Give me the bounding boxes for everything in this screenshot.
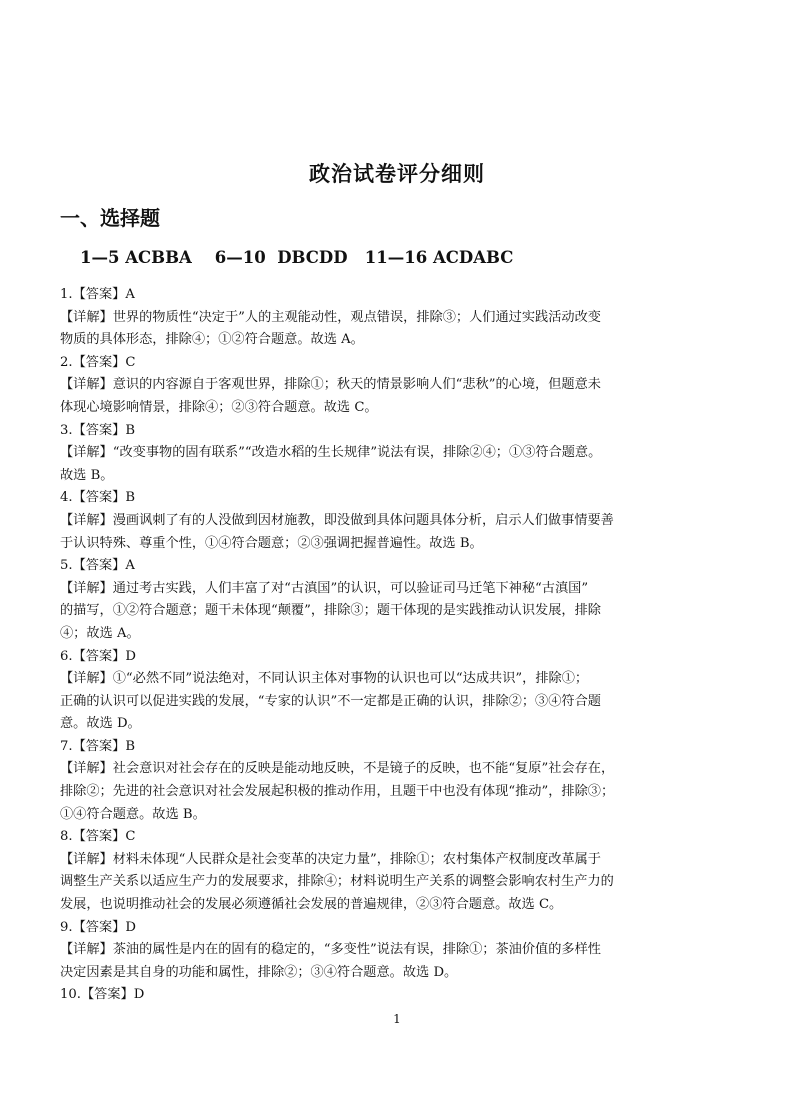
answer-explanations [60, 284, 736, 1007]
text-line: 【详解】①“必然不同”说法绝对，不同认识主体对事物的认识也可以“达成共识”，排除①； [60, 671, 589, 687]
text-line: 物质的具体形态，排除④；①②符合题意。故选 A。 [60, 332, 364, 348]
text-line: 【详解】世界的物质性“决定于”人的主观能动性，观点错误，排除③；人们通过实践活动改变 [60, 309, 601, 325]
text-line: 发展，也说明推动社会的发展必须遵循社会发展的普遍规律，②③符合题意。故选 C。 [60, 897, 563, 913]
section-heading: 一、选择题 [60, 206, 160, 230]
text-line: 【详解】“改变事物的固有联系”“改造水稻的生长规律”说法有误，排除②④；①③符合题意。 [60, 445, 602, 461]
text-line: 7.【答案】B [60, 738, 136, 754]
text-line: ④；故选 A。 [60, 625, 140, 641]
text-line: 体现心境影响情景，排除④；②③符合题意。故选 C。 [60, 399, 378, 415]
text-line: 调整生产关系以适应生产力的发展要求，排除④；材料说明生产关系的调整会影响农村生产力的 [60, 874, 614, 890]
text-line: 9.【答案】D [60, 919, 136, 935]
text-line: 【详解】茶油的属性是内在的固有的稳定的，“多变性”说法有误，排除①；茶油价值的多样性 [60, 942, 601, 958]
text-line: 【详解】材料未体现“人民群众是社会变革的决定力量”，排除①；农村集体产权制度改革属于 [60, 851, 601, 867]
text-line: 【详解】社会意识对社会存在的反映是能动地反映，不是镜子的反映，也不能“复原”社会存在， [60, 761, 615, 777]
text-line: 【详解】意识的内容源自于客观世界，排除①；秋天的情景影响人们“悲秋”的心境，但题意未 [60, 377, 601, 393]
answer-key: 1—5 ACBBA 6—10 DBCDD 11—16 ACDABC [80, 248, 514, 267]
text-line: 【详解】漫画讽刺了有的人没做到因材施教，即没做到具体问题具体分析，启示人们做事情要善 [60, 512, 614, 528]
text-line: 排除②；先进的社会意识对社会发展起积极的推动作用，且题干中也没有体现“推动”，排除③； [60, 784, 615, 800]
text-line: 正确的认识可以促进实践的发展，“专家的认识”不一定都是正确的认识，排除②；③④符合题 [60, 693, 601, 709]
text-line: 决定因素是其自身的功能和属性，排除②；③④符合题意。故选 D。 [60, 964, 458, 980]
text-line: 10.【答案】D [60, 987, 145, 1003]
text-line: 于认识特殊、尊重个性，①④符合题意；②③强调把握普遍性。故选 B。 [60, 535, 483, 551]
text-line: 【详解】通过考古实践，人们丰富了对“古滇国”的认识，可以验证司马迁笔下神秘“古滇国” [60, 580, 589, 596]
text-line: 3.【答案】B [60, 422, 136, 438]
text-line: 5.【答案】A [60, 558, 135, 574]
text-line: 4.【答案】B [60, 490, 136, 506]
text-line: 故选 B。 [60, 467, 114, 483]
text-line: 意。故选 D。 [60, 716, 141, 732]
text-line: 8.【答案】C [60, 829, 136, 845]
text-line: 的描写，①②符合题意；题干未体现“颠覆”，排除③；题干体现的是实践推动认识发展，排除 [60, 603, 601, 619]
text-line: 2.【答案】C [60, 354, 136, 370]
text-line: ①④符合题意。故选 B。 [60, 806, 206, 822]
text-line: 1.【答案】A [60, 287, 135, 302]
document-title: 政治试卷评分细则 [309, 162, 485, 186]
text-line: 6.【答案】D [60, 648, 136, 664]
page-number: 1 [393, 1012, 401, 1026]
